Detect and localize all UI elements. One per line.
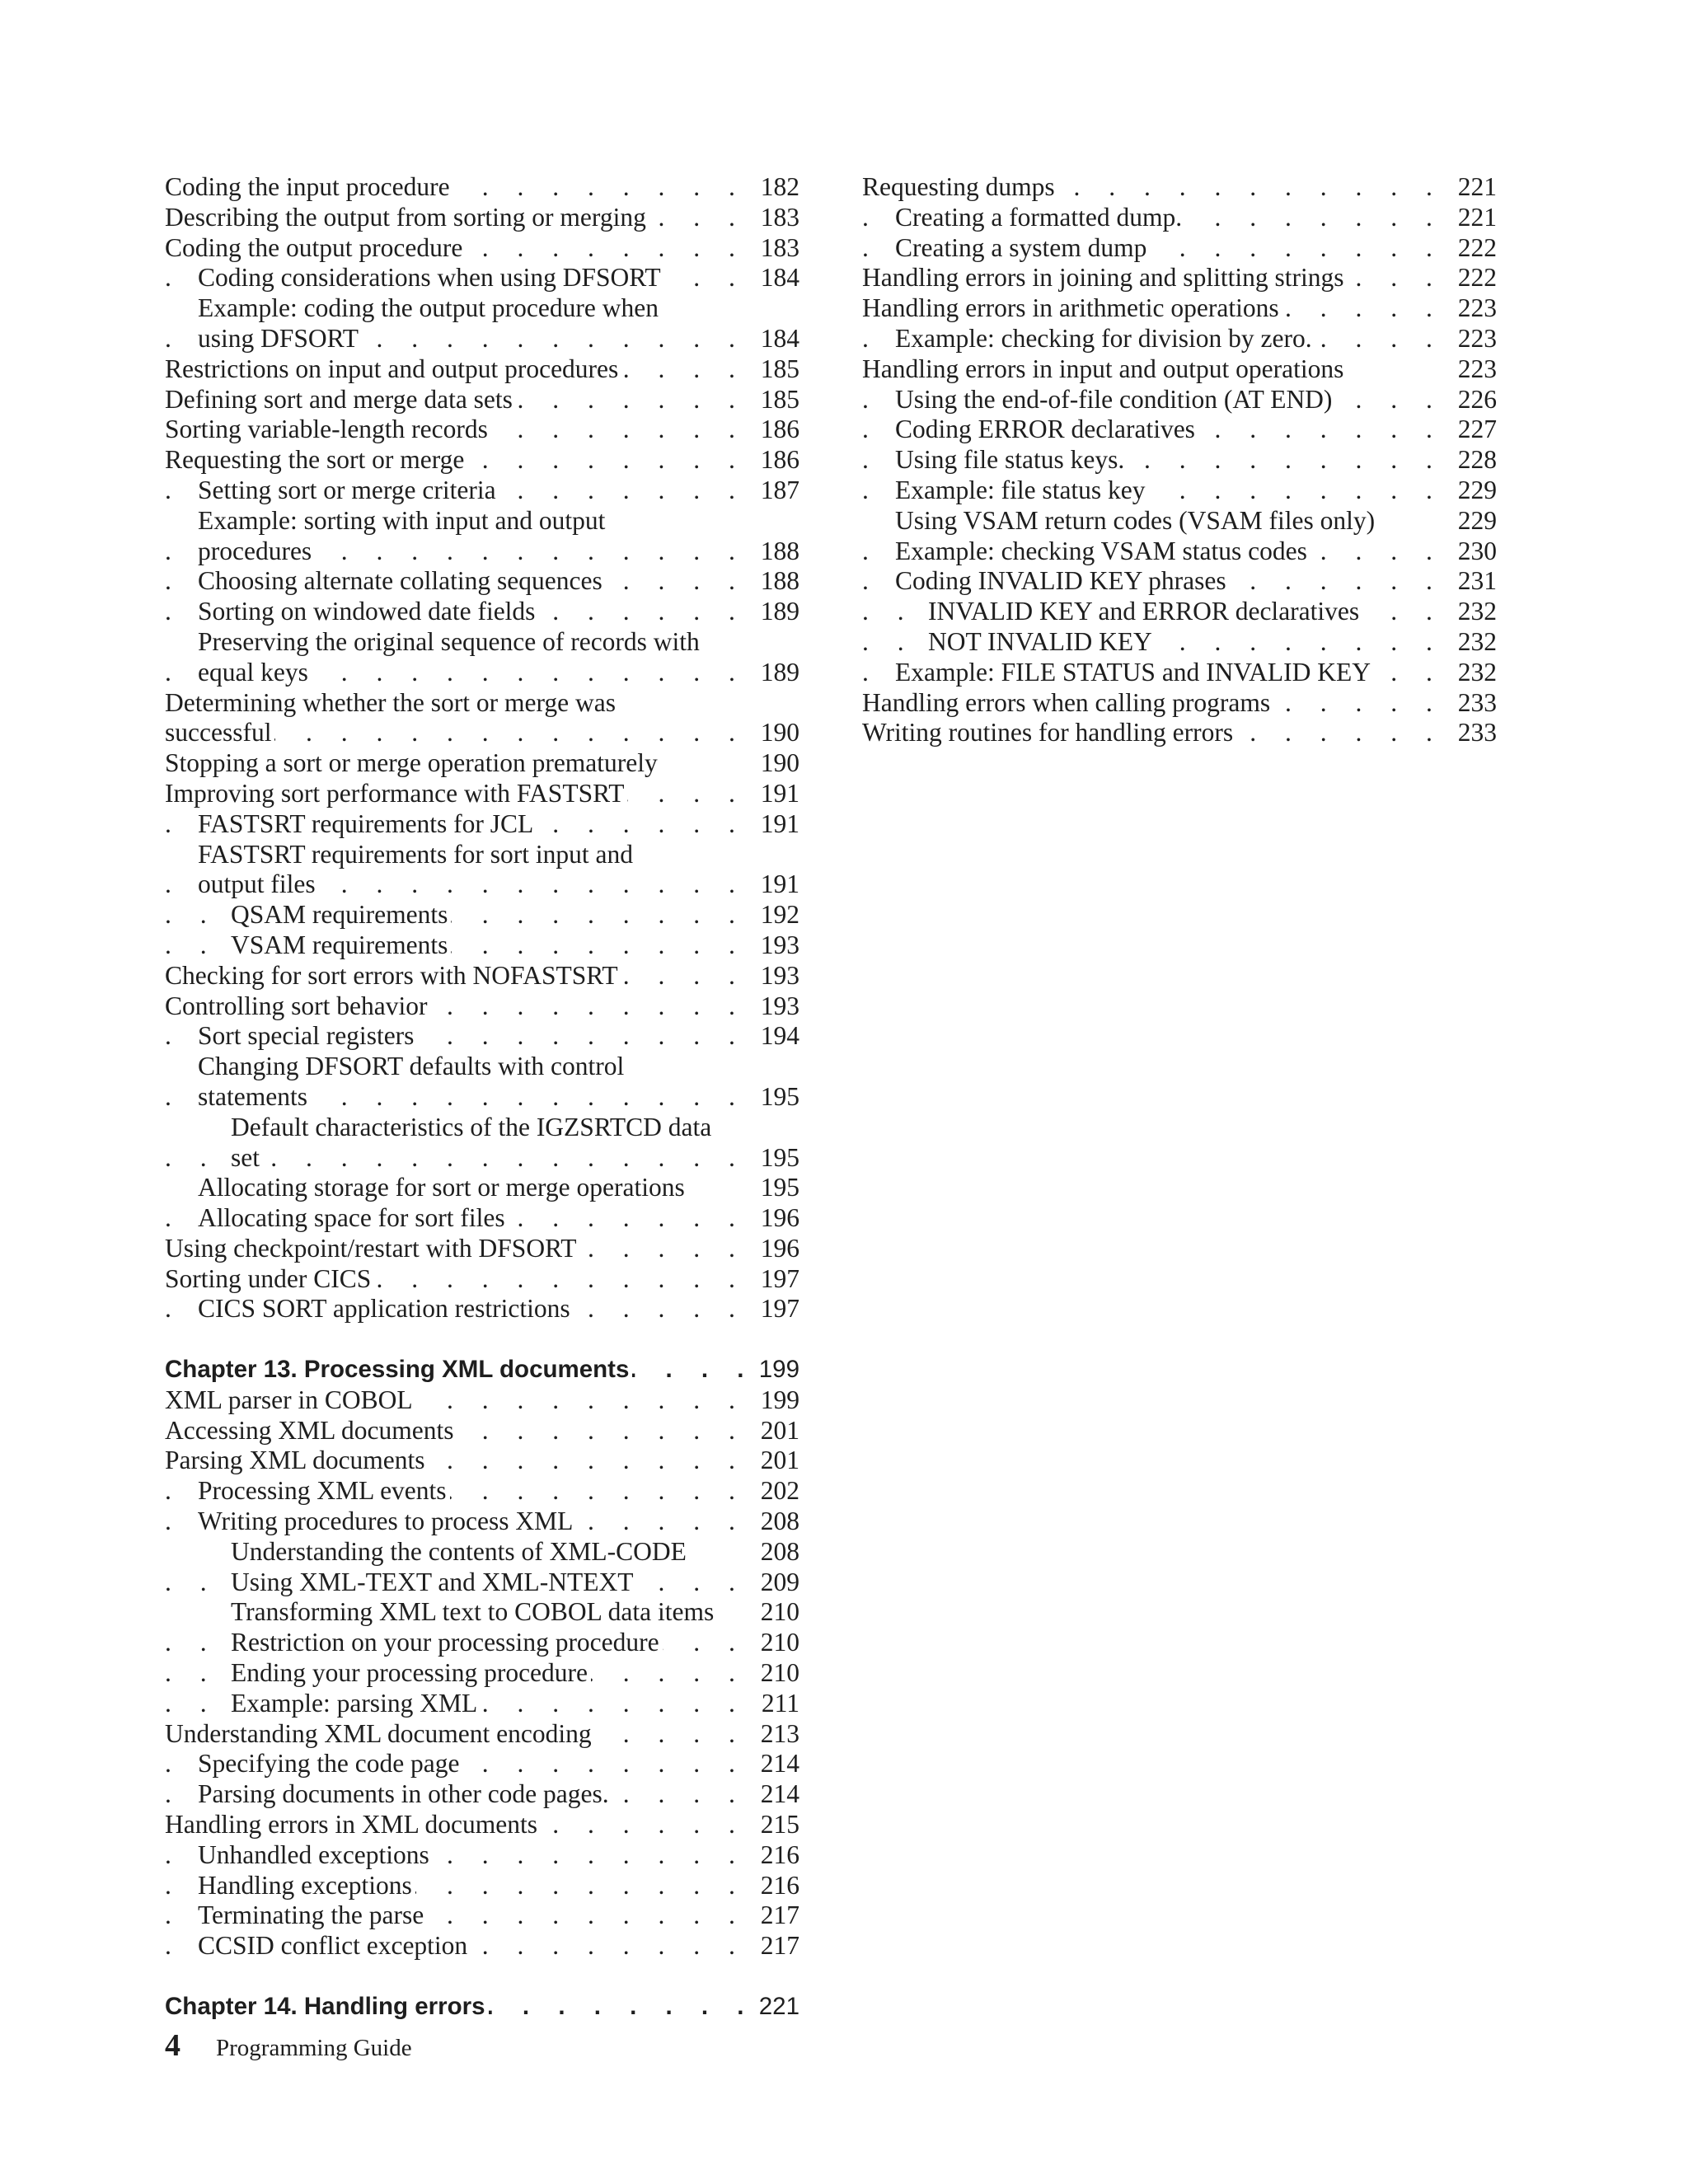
toc-entry[interactable] — [165, 1658, 799, 1689]
toc-entry-title: Terminating the parse — [198, 1900, 427, 1929]
toc-entry[interactable] — [862, 688, 1497, 719]
toc-entry-title: Using checkpoint/restart with DFSORT — [165, 1234, 579, 1263]
toc-entry-page: 226 — [1453, 385, 1497, 415]
toc-entry-title: Example: file status key — [895, 476, 1149, 504]
toc-entry-title: output files — [198, 869, 319, 898]
toc-entry[interactable] — [165, 1931, 799, 1961]
toc-entry[interactable] — [165, 1052, 799, 1082]
toc-entry[interactable] — [165, 688, 799, 719]
toc-entry[interactable] — [165, 506, 799, 537]
toc-entry-page: 201 — [756, 1416, 799, 1446]
toc-entry[interactable] — [165, 779, 799, 809]
toc-entry-page: 191 — [756, 809, 799, 840]
toc-entry[interactable] — [862, 172, 1497, 203]
toc-entry-page: 183 — [756, 203, 799, 233]
toc-entry[interactable] — [165, 385, 799, 415]
toc-entry-page: 183 — [756, 233, 799, 264]
toc-entry[interactable] — [165, 869, 799, 900]
toc-entry-page: 193 — [756, 991, 799, 1022]
toc-chapter-entry[interactable] — [165, 1992, 799, 2022]
toc-entry[interactable] — [862, 718, 1497, 748]
toc-entry-page: 233 — [1453, 718, 1497, 748]
toc-entry-page: 217 — [756, 1900, 799, 1931]
toc-entry-page: 229 — [1453, 476, 1497, 506]
toc-entry-page: 190 — [756, 718, 799, 748]
toc-entry-title: Sorting on windowed date fields — [198, 597, 538, 626]
toc-entry[interactable] — [862, 415, 1497, 445]
toc-entry[interactable] — [862, 658, 1497, 688]
toc-entry-title: set — [231, 1143, 263, 1172]
toc-entry-page: 201 — [756, 1446, 799, 1476]
toc-entry-page: 216 — [756, 1871, 799, 1901]
toc-entry-title: Sorting under CICS — [165, 1264, 374, 1293]
toc-entry[interactable] — [165, 1779, 799, 1810]
toc-entry-page: 229 — [1453, 506, 1497, 537]
toc-entry-page: 199 — [756, 1385, 799, 1416]
toc-entry-page: 210 — [756, 1597, 799, 1628]
toc-entry[interactable] — [165, 1264, 799, 1295]
toc-entry[interactable] — [165, 718, 799, 748]
toc-entry[interactable] — [862, 233, 1497, 264]
toc-entry-title: Example: checking VSAM status codes — [895, 537, 1311, 565]
toc-entry-page: 221 — [754, 1992, 799, 2022]
toc-entry[interactable] — [165, 1416, 799, 1446]
toc-entry-page: 208 — [756, 1507, 799, 1537]
toc-entry-title: Example: sorting with input and output — [198, 506, 608, 535]
toc-entry[interactable] — [165, 476, 799, 506]
toc-entry-title: Describing the output from sorting or merging — [165, 203, 649, 232]
toc-entry[interactable] — [862, 476, 1497, 506]
toc-entry[interactable] — [165, 1143, 799, 1174]
toc-entry-page: 182 — [756, 172, 799, 203]
toc-entry[interactable] — [862, 293, 1497, 324]
toc-entry-title: Restrictions on input and output procedures — [165, 354, 621, 383]
toc-entry-page: 197 — [756, 1294, 799, 1324]
toc-entry-title: Example: FILE STATUS and INVALID KEY — [895, 658, 1374, 687]
toc-entry[interactable] — [862, 627, 1497, 658]
toc-entry-page: 217 — [756, 1931, 799, 1961]
toc-entry-title: Sort special registers — [198, 1021, 417, 1050]
toc-entry[interactable] — [165, 991, 799, 1022]
toc-entry-page: 214 — [756, 1779, 799, 1810]
toc-entry-page: 232 — [1453, 597, 1497, 627]
toc-entry-page: 189 — [756, 597, 799, 627]
toc-entry-title: Handling errors in joining and splitting strings — [862, 263, 1347, 292]
toc-entry[interactable] — [862, 263, 1497, 293]
toc-entry-title: Controlling sort behavior — [165, 991, 430, 1020]
toc-entry[interactable] — [165, 1385, 799, 1416]
toc-entry-page: 186 — [756, 415, 799, 445]
toc-entry-page: 191 — [756, 869, 799, 900]
toc-entry-title: Parsing documents in other code pages. — [198, 1779, 612, 1808]
toc-entry-page: 193 — [756, 961, 799, 991]
toc-entry[interactable] — [165, 324, 799, 354]
toc-entry[interactable] — [165, 203, 799, 233]
toc-entry[interactable] — [862, 203, 1497, 233]
toc-entry-page: 199 — [754, 1355, 799, 1385]
toc-entry-page: 208 — [756, 1537, 799, 1568]
toc-entry[interactable] — [165, 415, 799, 445]
toc-entry-title: procedures — [198, 537, 315, 565]
toc-entry-page: 222 — [1453, 263, 1497, 293]
toc-entry-page: 215 — [756, 1810, 799, 1840]
toc-entry[interactable] — [165, 354, 799, 385]
toc-entry[interactable] — [165, 627, 799, 658]
toc-entry-page: 196 — [756, 1234, 799, 1264]
toc-entry-title: XML parser in COBOL — [165, 1385, 416, 1414]
toc-entry[interactable] — [862, 597, 1497, 627]
toc-entry[interactable] — [165, 1689, 799, 1719]
toc-entry-title: Coding INVALID KEY phrases — [895, 566, 1230, 595]
toc-entry-page: 216 — [756, 1840, 799, 1871]
toc-entry-page: 227 — [1453, 415, 1497, 445]
toc-entry[interactable] — [165, 1628, 799, 1658]
toc-entry-title: Example: coding the output procedure when — [198, 293, 662, 322]
toc-entry-page: 194 — [756, 1021, 799, 1052]
toc-entry-title: NOT INVALID KEY — [928, 627, 1156, 656]
toc-entry-page: 195 — [756, 1143, 799, 1174]
toc-entry-title: Handling errors in input and output operations — [862, 354, 1347, 383]
toc-entry-title: Coding considerations when using DFSORT — [198, 263, 664, 292]
toc-entry-title: Default characteristics of the IGZSRTCD data — [231, 1113, 715, 1141]
toc-entry-title: Restriction on your processing procedure — [231, 1628, 663, 1657]
toc-entry-title: Handling errors in XML documents — [165, 1810, 541, 1839]
toc-entry-title: Example: parsing XML — [231, 1689, 481, 1718]
toc-entry-title: Handling errors in arithmetic operations — [862, 293, 1282, 322]
toc-entry-title: Chapter 14. Handling errors — [165, 1993, 489, 2020]
toc-entry-title: Unhandled exceptions — [198, 1840, 433, 1869]
toc-entry-page: 196 — [756, 1203, 799, 1234]
toc-entry-page: 185 — [756, 354, 799, 385]
toc-entry-page: 184 — [756, 263, 799, 293]
toc-entry-page: 213 — [756, 1719, 799, 1750]
toc-entry-page: 233 — [1453, 688, 1497, 719]
toc-entry[interactable] — [165, 1021, 799, 1052]
toc-entry-title: Creating a formatted dump. — [895, 203, 1185, 232]
toc-entry[interactable] — [165, 445, 799, 476]
toc-entry[interactable] — [165, 840, 799, 870]
toc-entry[interactable] — [165, 961, 799, 991]
toc-entry[interactable] — [165, 1568, 799, 1598]
toc-entry[interactable] — [165, 1810, 799, 1840]
toc-entry-page: 232 — [1453, 658, 1497, 688]
toc-entry[interactable] — [165, 1537, 799, 1568]
toc-entry-title: Stopping a sort or merge operation prematurely — [165, 748, 661, 777]
toc-entry-page: 190 — [756, 748, 799, 779]
toc-entry-page: 191 — [756, 779, 799, 809]
toc-entry-title: FASTSRT requirements for sort input and — [198, 840, 636, 869]
toc-entry-title: Using VSAM return codes (VSAM files only) — [895, 506, 1378, 535]
toc-entry[interactable] — [165, 233, 799, 264]
toc-entry-title: statements — [198, 1082, 311, 1111]
toc-entry-title: QSAM requirements — [231, 900, 451, 929]
toc-chapter-entry[interactable] — [165, 1355, 799, 1385]
section-gap — [165, 1324, 799, 1355]
toc-entry-title: Transforming XML text to COBOL data items — [231, 1597, 717, 1626]
toc-entry-page: 210 — [756, 1628, 799, 1658]
toc-entry-page: 202 — [756, 1476, 799, 1507]
toc-entry-page: 222 — [1453, 233, 1497, 264]
toc-entry-title: Requesting dumps — [862, 172, 1058, 201]
toc-entry-title: Writing procedures to process XML — [198, 1507, 576, 1535]
toc-entry[interactable] — [165, 263, 799, 293]
toc-entry-title: Handling errors when calling programs — [862, 688, 1273, 717]
toc-entry-page: 214 — [756, 1749, 799, 1779]
toc-entry-page: 189 — [756, 658, 799, 688]
toc-entry[interactable] — [165, 1871, 799, 1901]
toc-right-column — [862, 172, 1497, 748]
toc-entry-page: 228 — [1453, 445, 1497, 476]
toc-entry-title: Coding the input procedure — [165, 172, 453, 201]
toc-entry-title: Coding the output procedure — [165, 233, 466, 262]
toc-entry-title: Changing DFSORT defaults with control — [198, 1052, 627, 1080]
toc-entry-title: Specifying the code page — [198, 1749, 463, 1778]
toc-entry-page: 185 — [756, 385, 799, 415]
toc-entry[interactable] — [165, 1507, 799, 1537]
toc-entry-title: Ending your processing procedure — [231, 1658, 591, 1687]
toc-entry-page: 210 — [756, 1658, 799, 1689]
toc-entry-title: Understanding XML document encoding — [165, 1719, 595, 1748]
toc-entry[interactable] — [862, 537, 1497, 567]
toc-entry[interactable] — [165, 1294, 799, 1324]
toc-entry-page: 184 — [756, 324, 799, 354]
toc-entry-page: 195 — [756, 1082, 799, 1113]
toc-entry-page: 192 — [756, 900, 799, 930]
toc-entry-title: Accessing XML documents — [165, 1416, 457, 1445]
toc-entry-title: successful — [165, 718, 274, 747]
toc-entry-title: Writing routines for handling errors — [862, 718, 1236, 747]
toc-entry-page: 231 — [1453, 566, 1497, 597]
toc-entry[interactable] — [165, 172, 799, 203]
toc-left-column — [165, 172, 799, 2022]
toc-entry-page: 188 — [756, 566, 799, 597]
toc-entry-title: VSAM requirements — [231, 930, 451, 959]
toc-entry-page: 209 — [756, 1568, 799, 1598]
toc-entry[interactable] — [862, 354, 1497, 385]
toc-entry-title: using DFSORT — [198, 324, 362, 353]
toc-entry[interactable] — [165, 1900, 799, 1931]
toc-entry-title: CCSID conflict exception — [198, 1931, 471, 1960]
toc-entry-title: Creating a system dump — [895, 233, 1150, 262]
toc-entry[interactable] — [165, 1234, 799, 1264]
toc-entry-title: Requesting the sort or merge — [165, 445, 467, 474]
toc-entry[interactable] — [165, 1719, 799, 1750]
toc-entry-page: 211 — [757, 1689, 799, 1719]
toc-entry-page: 221 — [1453, 203, 1497, 233]
toc-entry[interactable] — [165, 293, 799, 324]
toc-entry[interactable] — [165, 900, 799, 930]
toc-entry[interactable] — [165, 930, 799, 961]
toc-entry[interactable] — [862, 506, 1497, 537]
toc-entry-page: 195 — [756, 1173, 799, 1203]
toc-entry-title: Allocating space for sort files — [198, 1203, 509, 1232]
toc-entry-page: 197 — [756, 1264, 799, 1295]
toc-entry-title: Handling exceptions — [198, 1871, 415, 1900]
toc-entry-title: Using XML-TEXT and XML-NTEXT — [231, 1568, 636, 1596]
toc-entry-page: 223 — [1453, 324, 1497, 354]
toc-entry[interactable] — [165, 1173, 799, 1203]
toc-entry-title: Chapter 13. Processing XML documents — [165, 1356, 632, 1383]
toc-entry[interactable] — [862, 324, 1497, 354]
toc-entry-page: 223 — [1453, 293, 1497, 324]
toc-entry-title: Using the end-of-file condition (AT END) — [895, 385, 1335, 414]
toc-entry-page: 186 — [756, 445, 799, 476]
toc-entry-title: Using file status keys. — [895, 445, 1128, 474]
toc-entry-page: 221 — [1453, 172, 1497, 203]
toc-entry-title: Understanding the contents of XML-CODE — [231, 1537, 690, 1566]
toc-entry-title: Sorting variable-length records — [165, 415, 491, 443]
toc-entry-title: Choosing alternate collating sequences — [198, 566, 606, 595]
toc-entry[interactable] — [165, 1446, 799, 1476]
toc-entry[interactable] — [165, 1082, 799, 1113]
toc-entry[interactable] — [862, 385, 1497, 415]
toc-entry-title: Example: checking for division by zero. — [895, 324, 1315, 353]
toc-entry-page: 187 — [756, 476, 799, 506]
toc-entry[interactable] — [165, 1840, 799, 1871]
toc-entry[interactable] — [862, 445, 1497, 476]
toc-entry[interactable] — [165, 597, 799, 627]
toc-entry-title: Allocating storage for sort or merge operations — [198, 1173, 688, 1202]
toc-entry[interactable] — [165, 748, 799, 779]
toc-entry[interactable] — [862, 566, 1497, 597]
toc-entry-title: FASTSRT requirements for JCL — [198, 809, 537, 838]
page-number: 4 — [165, 2028, 181, 2063]
toc-entry-title: Coding ERROR declaratives — [895, 415, 1198, 443]
book-title: Programming Guide — [216, 2035, 412, 2061]
toc-entry-title: Setting sort or merge criteria — [198, 476, 499, 504]
toc-entry-page: 230 — [1453, 537, 1497, 567]
toc-entry-page: 193 — [756, 930, 799, 961]
toc-entry-title: Processing XML events — [198, 1476, 450, 1505]
page-footer — [165, 2027, 412, 2064]
toc-entry-title: Determining whether the sort or merge was — [165, 688, 619, 717]
toc-entry[interactable] — [165, 566, 799, 597]
toc-entry[interactable] — [165, 1203, 799, 1234]
toc-entry-title: INVALID KEY and ERROR declaratives — [928, 597, 1362, 626]
toc-entry[interactable] — [165, 1597, 799, 1628]
toc-entry-title: Preserving the original sequence of records with — [198, 627, 703, 656]
toc-entry[interactable] — [165, 658, 799, 688]
toc-entry-page: 232 — [1453, 627, 1497, 658]
toc-entry-title: Parsing XML documents — [165, 1446, 429, 1474]
toc-entry[interactable] — [165, 1113, 799, 1143]
section-gap — [165, 1961, 799, 1992]
toc-entry-page: 188 — [756, 537, 799, 567]
toc-entry-title: Checking for sort errors with NOFASTSRT — [165, 961, 621, 990]
toc-entry-title: equal keys — [198, 658, 312, 687]
toc-entry-title: Improving sort performance with FASTSRT — [165, 779, 627, 808]
toc-entry[interactable] — [165, 809, 799, 840]
toc-entry-page: 223 — [1453, 354, 1497, 385]
toc-entry-title: CICS SORT application restrictions — [198, 1294, 574, 1323]
toc-entry-title: Defining sort and merge data sets — [165, 385, 516, 414]
toc-entry[interactable] — [165, 1749, 799, 1779]
toc-entry[interactable] — [165, 1476, 799, 1507]
toc-entry[interactable] — [165, 537, 799, 567]
